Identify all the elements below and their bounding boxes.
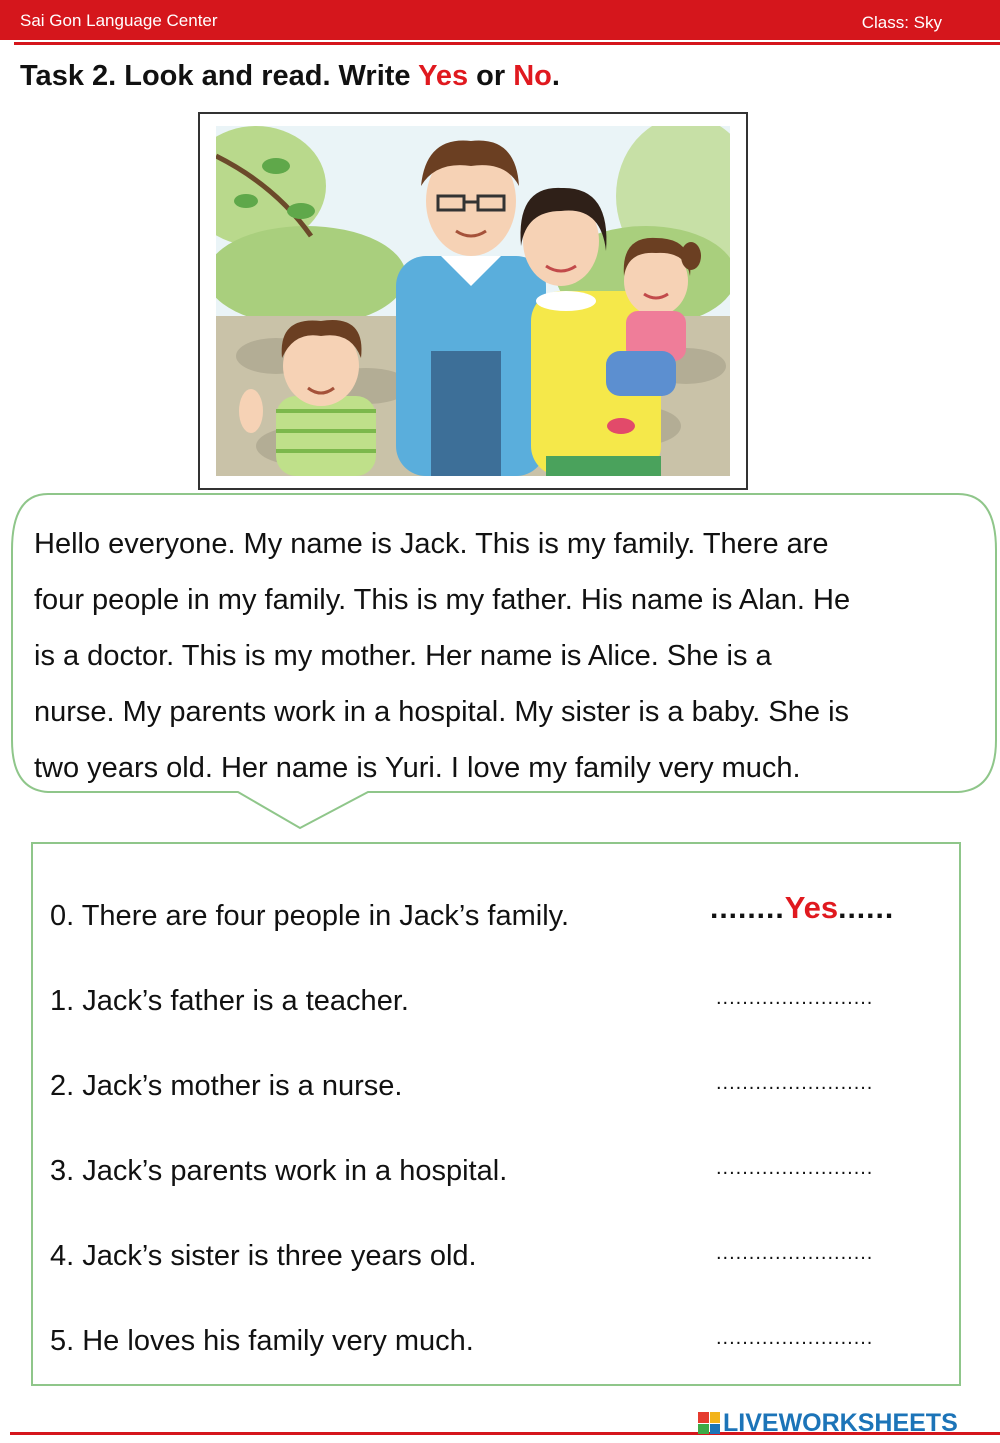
class-label: Class: Sky xyxy=(861,13,942,32)
example-answer xyxy=(710,890,894,926)
answer-dots-after: ...... xyxy=(838,892,895,925)
reading-passage xyxy=(34,516,989,796)
task-title-prefix: Task 2. Look and read. Write xyxy=(20,60,419,92)
answer-blank-2[interactable]: ........................ xyxy=(716,1072,874,1094)
liveworksheets-logo-icon xyxy=(698,1412,720,1434)
question-text: 2. Jack’s mother is a nurse. xyxy=(50,1070,403,1102)
brand-text: LIVEWORKSHEETS xyxy=(723,1408,958,1437)
answer-dots-before: ........ xyxy=(710,892,785,925)
task-title-suffix: . xyxy=(551,60,560,92)
question-text: 3. Jack’s parents work in a hospital. xyxy=(50,1155,508,1187)
answer-blank-4[interactable]: ........................ xyxy=(716,1242,874,1264)
question-row-2 xyxy=(50,1070,930,1120)
task-title xyxy=(20,60,560,93)
question-text: 5. He loves his family very much. xyxy=(50,1325,474,1357)
family-illustration xyxy=(216,126,730,476)
task-title-or: or xyxy=(468,60,514,92)
brand-logo[interactable] xyxy=(698,1408,958,1438)
question-row-3 xyxy=(50,1155,930,1205)
answer-blank-3[interactable]: ........................ xyxy=(716,1157,874,1179)
question-text: 1. Jack’s father is a teacher. xyxy=(50,985,409,1017)
passage-line: two years old. Her name is Yuri. I love my family very much. xyxy=(34,752,801,784)
question-text: 4. Jack’s sister is three years old. xyxy=(50,1240,477,1272)
task-title-yes: Yes xyxy=(418,60,469,92)
question-text: 0. There are four people in Jack’s family. xyxy=(50,900,570,932)
example-answer-value: Yes xyxy=(784,890,839,925)
question-row-4 xyxy=(50,1240,930,1290)
passage-line: nurse. My parents work in a hospital. My sister is a baby. She is xyxy=(34,696,850,728)
answer-blank-5[interactable]: ........................ xyxy=(716,1327,874,1349)
question-row-1 xyxy=(50,985,930,1035)
answer-blank-1[interactable]: ........................ xyxy=(716,987,874,1009)
header-divider xyxy=(14,42,1000,45)
picture-frame xyxy=(198,112,748,490)
passage-line: Hello everyone. My name is Jack. This is my family. There are xyxy=(34,528,829,560)
center-name: Sai Gon Language Center xyxy=(20,11,218,30)
passage-line: is a doctor. This is my mother. Her name is Alice. She is a xyxy=(34,640,772,672)
question-row-example xyxy=(50,890,930,950)
task-title-no: No xyxy=(513,60,552,92)
passage-line: four people in my family. This is my father. His name is Alan. He xyxy=(34,584,851,616)
question-row-5 xyxy=(50,1325,930,1375)
